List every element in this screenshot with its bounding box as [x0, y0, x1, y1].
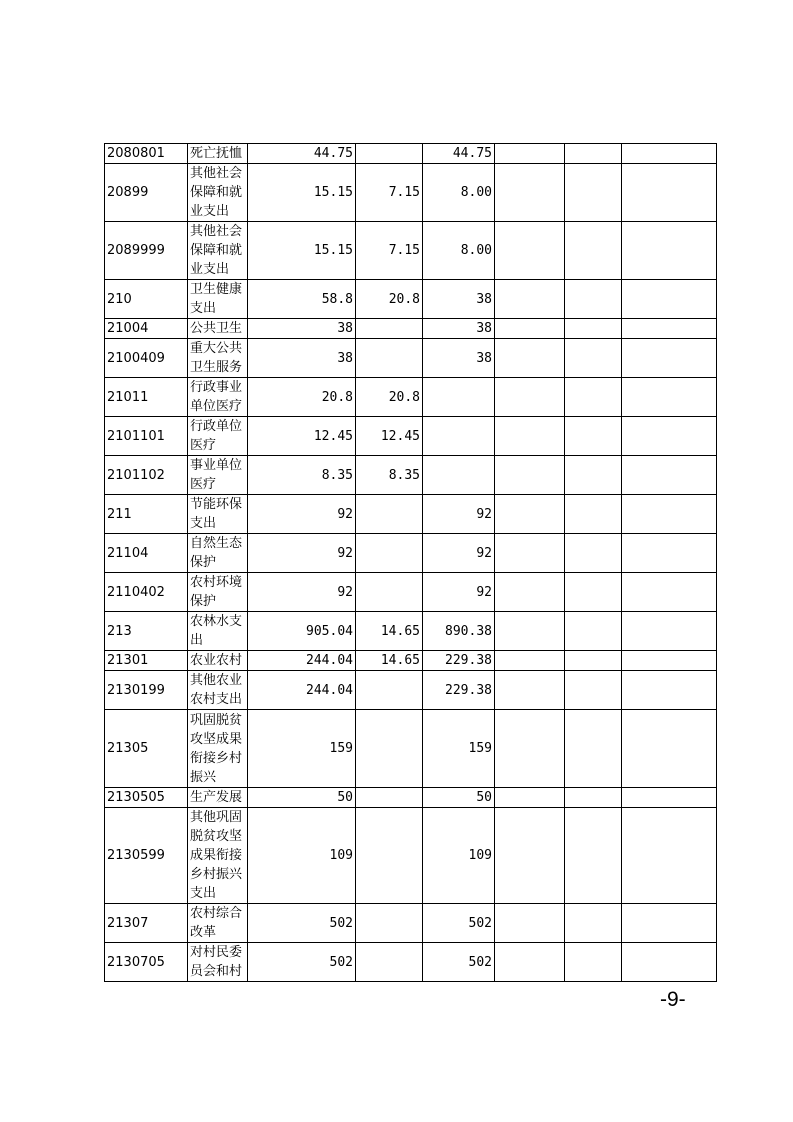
empty-cell — [622, 671, 717, 710]
project-expenditure-cell — [423, 378, 495, 417]
project-expenditure-cell: 8.00 — [423, 164, 495, 222]
account-code-cell: 2130199 — [105, 671, 188, 710]
empty-cell — [495, 144, 565, 164]
account-name-cell: 自然生态保护 — [188, 534, 248, 573]
basic-expenditure-cell — [356, 495, 423, 534]
table-row — [105, 710, 717, 788]
empty-cell — [622, 319, 717, 339]
table-row — [105, 671, 717, 710]
empty-cell — [565, 378, 622, 417]
project-expenditure-cell: 109 — [423, 808, 495, 904]
account-code-cell: 2130599 — [105, 808, 188, 904]
project-expenditure-cell: 38 — [423, 319, 495, 339]
project-expenditure-cell: 502 — [423, 904, 495, 943]
total-cell: 15.15 — [248, 164, 356, 222]
empty-cell — [622, 164, 717, 222]
empty-cell — [565, 671, 622, 710]
total-cell: 20.8 — [248, 378, 356, 417]
project-expenditure-cell: 890.38 — [423, 612, 495, 651]
project-expenditure-cell: 229.38 — [423, 671, 495, 710]
account-code-cell: 2089999 — [105, 222, 188, 280]
table-row — [105, 651, 717, 671]
empty-cell — [565, 808, 622, 904]
total-cell: 109 — [248, 808, 356, 904]
table-row — [105, 144, 717, 164]
account-code-cell: 2110402 — [105, 573, 188, 612]
empty-cell — [495, 808, 565, 904]
account-code-cell: 21104 — [105, 534, 188, 573]
empty-cell — [622, 495, 717, 534]
basic-expenditure-cell — [356, 671, 423, 710]
empty-cell — [565, 417, 622, 456]
empty-cell — [565, 144, 622, 164]
basic-expenditure-cell: 8.35 — [356, 456, 423, 495]
account-name-cell: 其他巩固脱贫攻坚成果衔接乡村振兴支出 — [188, 808, 248, 904]
table-row — [105, 339, 717, 378]
total-cell: 12.45 — [248, 417, 356, 456]
basic-expenditure-cell: 7.15 — [356, 164, 423, 222]
table-row — [105, 495, 717, 534]
table-body — [105, 144, 717, 982]
table-row — [105, 280, 717, 319]
empty-cell — [565, 612, 622, 651]
account-code-cell: 20899 — [105, 164, 188, 222]
account-name-cell: 农业农村 — [188, 651, 248, 671]
empty-cell — [622, 417, 717, 456]
account-name-cell: 其他农业农村支出 — [188, 671, 248, 710]
basic-expenditure-cell — [356, 144, 423, 164]
empty-cell — [622, 612, 717, 651]
total-cell: 8.35 — [248, 456, 356, 495]
total-cell: 159 — [248, 710, 356, 788]
empty-cell — [622, 904, 717, 943]
table-row — [105, 378, 717, 417]
basic-expenditure-cell: 7.15 — [356, 222, 423, 280]
account-code-cell: 2080801 — [105, 144, 188, 164]
project-expenditure-cell — [423, 456, 495, 495]
basic-expenditure-cell: 14.65 — [356, 612, 423, 651]
basic-expenditure-cell — [356, 339, 423, 378]
account-name-cell: 行政事业单位医疗 — [188, 378, 248, 417]
basic-expenditure-cell — [356, 808, 423, 904]
empty-cell — [622, 573, 717, 612]
empty-cell — [495, 904, 565, 943]
total-cell: 502 — [248, 904, 356, 943]
account-name-cell: 巩固脱贫攻坚成果衔接乡村振兴 — [188, 710, 248, 788]
basic-expenditure-cell — [356, 904, 423, 943]
total-cell: 58.8 — [248, 280, 356, 319]
account-code-cell: 2130705 — [105, 943, 188, 982]
empty-cell — [565, 164, 622, 222]
table-row — [105, 612, 717, 651]
account-name-cell: 农林水支出 — [188, 612, 248, 651]
empty-cell — [622, 280, 717, 319]
project-expenditure-cell: 92 — [423, 573, 495, 612]
account-code-cell: 210 — [105, 280, 188, 319]
empty-cell — [565, 651, 622, 671]
total-cell: 15.15 — [248, 222, 356, 280]
table-row — [105, 456, 717, 495]
empty-cell — [495, 417, 565, 456]
empty-cell — [495, 378, 565, 417]
empty-cell — [565, 534, 622, 573]
account-code-cell: 211 — [105, 495, 188, 534]
account-code-cell: 2130505 — [105, 788, 188, 808]
table-row — [105, 222, 717, 280]
account-name-cell: 农村综合改革 — [188, 904, 248, 943]
account-name-cell: 死亡抚恤 — [188, 144, 248, 164]
account-name-cell: 节能环保支出 — [188, 495, 248, 534]
empty-cell — [622, 456, 717, 495]
empty-cell — [495, 164, 565, 222]
budget-table — [104, 143, 717, 982]
project-expenditure-cell: 92 — [423, 495, 495, 534]
empty-cell — [495, 710, 565, 788]
total-cell: 50 — [248, 788, 356, 808]
empty-cell — [495, 943, 565, 982]
account-name-cell: 行政单位医疗 — [188, 417, 248, 456]
empty-cell — [622, 710, 717, 788]
empty-cell — [622, 378, 717, 417]
basic-expenditure-cell — [356, 319, 423, 339]
basic-expenditure-cell — [356, 943, 423, 982]
empty-cell — [495, 788, 565, 808]
empty-cell — [565, 495, 622, 534]
page-number: -9- — [660, 988, 686, 1011]
table-row — [105, 788, 717, 808]
project-expenditure-cell: 50 — [423, 788, 495, 808]
project-expenditure-cell: 38 — [423, 280, 495, 319]
account-name-cell: 农村环境保护 — [188, 573, 248, 612]
empty-cell — [495, 671, 565, 710]
empty-cell — [495, 319, 565, 339]
empty-cell — [495, 280, 565, 319]
empty-cell — [565, 339, 622, 378]
project-expenditure-cell: 92 — [423, 534, 495, 573]
basic-expenditure-cell: 12.45 — [356, 417, 423, 456]
empty-cell — [565, 943, 622, 982]
empty-cell — [495, 339, 565, 378]
account-code-cell: 21301 — [105, 651, 188, 671]
empty-cell — [622, 943, 717, 982]
empty-cell — [495, 573, 565, 612]
account-name-cell: 对村民委员会和村 — [188, 943, 248, 982]
empty-cell — [495, 612, 565, 651]
basic-expenditure-cell — [356, 710, 423, 788]
total-cell: 244.04 — [248, 671, 356, 710]
table-row — [105, 573, 717, 612]
table-row — [105, 808, 717, 904]
empty-cell — [565, 904, 622, 943]
account-code-cell: 2101101 — [105, 417, 188, 456]
table-row — [105, 904, 717, 943]
account-code-cell: 213 — [105, 612, 188, 651]
project-expenditure-cell: 8.00 — [423, 222, 495, 280]
account-name-cell: 事业单位医疗 — [188, 456, 248, 495]
empty-cell — [565, 319, 622, 339]
basic-expenditure-cell — [356, 534, 423, 573]
project-expenditure-cell: 159 — [423, 710, 495, 788]
basic-expenditure-cell — [356, 788, 423, 808]
table-row — [105, 164, 717, 222]
account-name-cell: 其他社会保障和就业支出 — [188, 164, 248, 222]
total-cell: 905.04 — [248, 612, 356, 651]
account-name-cell: 生产发展 — [188, 788, 248, 808]
empty-cell — [622, 144, 717, 164]
table-row — [105, 534, 717, 573]
empty-cell — [495, 534, 565, 573]
empty-cell — [565, 280, 622, 319]
account-code-cell: 21305 — [105, 710, 188, 788]
account-code-cell: 2100409 — [105, 339, 188, 378]
empty-cell — [565, 573, 622, 612]
empty-cell — [622, 808, 717, 904]
empty-cell — [622, 339, 717, 378]
empty-cell — [565, 222, 622, 280]
total-cell: 244.04 — [248, 651, 356, 671]
basic-expenditure-cell: 14.65 — [356, 651, 423, 671]
table-row — [105, 943, 717, 982]
empty-cell — [622, 651, 717, 671]
project-expenditure-cell: 502 — [423, 943, 495, 982]
table-row — [105, 417, 717, 456]
empty-cell — [495, 651, 565, 671]
account-code-cell: 21004 — [105, 319, 188, 339]
empty-cell — [565, 456, 622, 495]
project-expenditure-cell — [423, 417, 495, 456]
total-cell: 44.75 — [248, 144, 356, 164]
account-code-cell: 21307 — [105, 904, 188, 943]
project-expenditure-cell: 44.75 — [423, 144, 495, 164]
empty-cell — [565, 710, 622, 788]
project-expenditure-cell: 229.38 — [423, 651, 495, 671]
total-cell: 92 — [248, 573, 356, 612]
table-row — [105, 319, 717, 339]
total-cell: 92 — [248, 534, 356, 573]
total-cell: 92 — [248, 495, 356, 534]
empty-cell — [622, 222, 717, 280]
basic-expenditure-cell: 20.8 — [356, 378, 423, 417]
account-name-cell: 其他社会保障和就业支出 — [188, 222, 248, 280]
basic-expenditure-cell — [356, 573, 423, 612]
empty-cell — [622, 788, 717, 808]
account-name-cell: 公共卫生 — [188, 319, 248, 339]
total-cell: 38 — [248, 319, 356, 339]
account-name-cell: 重大公共卫生服务 — [188, 339, 248, 378]
total-cell: 38 — [248, 339, 356, 378]
basic-expenditure-cell: 20.8 — [356, 280, 423, 319]
empty-cell — [495, 456, 565, 495]
empty-cell — [622, 534, 717, 573]
empty-cell — [565, 788, 622, 808]
account-name-cell: 卫生健康支出 — [188, 280, 248, 319]
empty-cell — [495, 222, 565, 280]
account-code-cell: 2101102 — [105, 456, 188, 495]
project-expenditure-cell: 38 — [423, 339, 495, 378]
empty-cell — [495, 495, 565, 534]
account-code-cell: 21011 — [105, 378, 188, 417]
total-cell: 502 — [248, 943, 356, 982]
